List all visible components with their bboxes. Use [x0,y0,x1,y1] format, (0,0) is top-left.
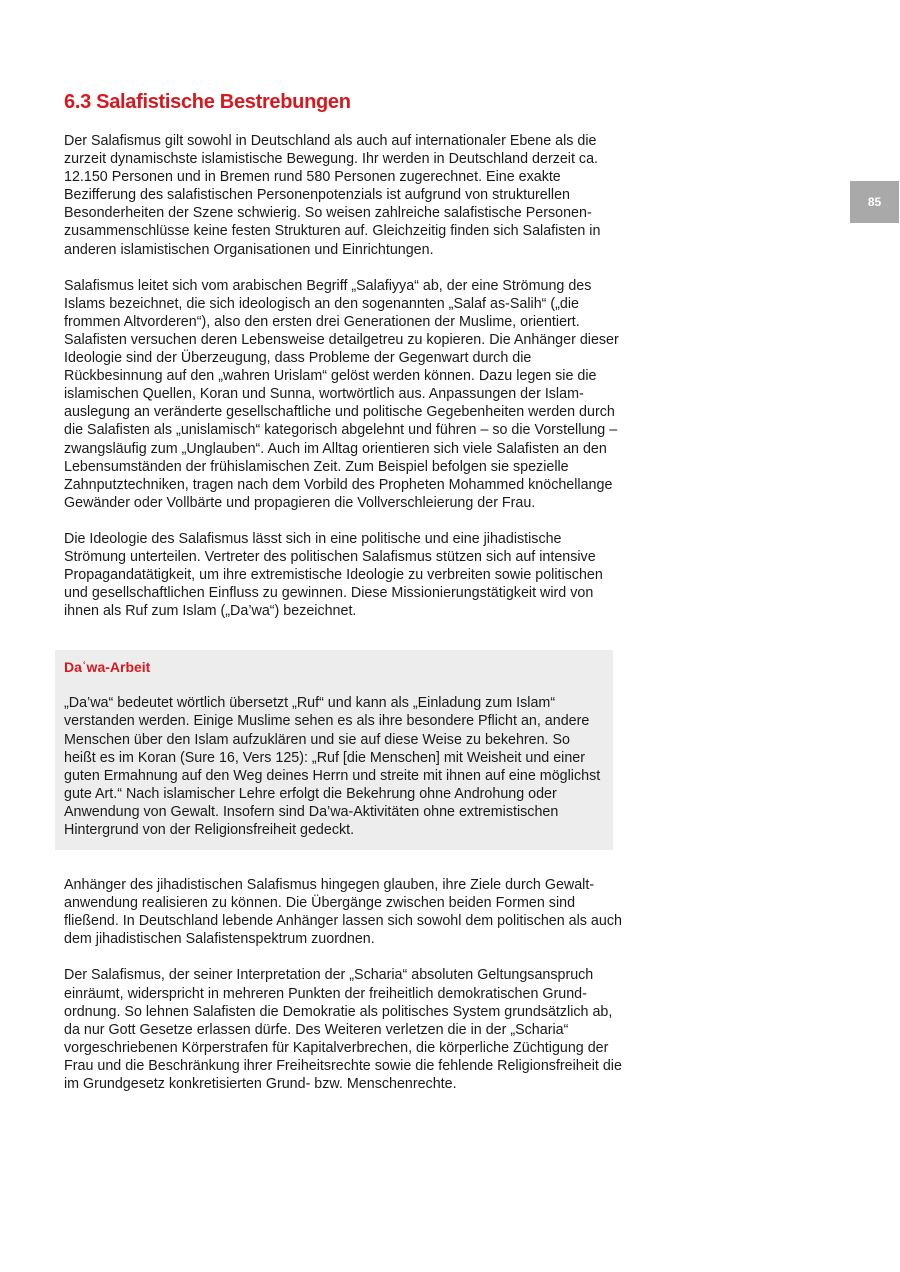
info-box-text: „Da’wa“ bedeutet wörtlich übersetzt „Ruf“ und kann als „Einladung zum Islam“ verstanden werden. Einige Muslime sehen es als ihre besondere Pflicht an, andere Menschen über den Islam aufzuklären und sie auf diese Weise zu bekehren. So heißt es im Koran (Sure 16, Vers 125): „Ruf [die Menschen] mit Weisheit und einer guten Ermahnung auf den Weg deines Herrn und streite mit ihnen auf eine möglichst gute Art.“ Nach islamischer Lehre erfolgt die Bekehrung ohne Androhung oder Anwendung von Gewalt. Insofern sind Da’wa-Aktivitäten ohne extremistischen Hintergrund von der Religionsfreiheit gedeckt. [64,695,601,838]
info-box-title: Daʿwa-Arbeit [64,659,151,676]
document-content [64,88,624,1111]
paragraph-definition: Salafismus leitet sich vom arabischen Begriff „Salafiyya“ ab, der eine Strömung des Islams bezeichnet, die sich ideologisch an den sogenannten „Salaf as-Salih“ („die frommen Altvorderen“), also den ersten drei Generationen der Muslime, orientiert. Salafisten versuchen deren Lebensweise detailgetreu zu kopieren. Die Anhänger dieser Ideologie sind der Überzeugung, dass Probleme der Gegenwart durch die Rückbesinnung auf den „wahren Urislam“ gelöst werden können. Dazu legen sie die islamischen Quellen, Koran und Sunna, wortwörtlich aus. Anpassungen der Islamauslegung an veränderte gesellschaftliche und politische Gegebenheiten werden durch die Salafisten als „unislamisch“ kategorisch abgelehnt und führen – so die Vorstellung – zwangsläufig zum „Unglauben“. Auch im Alltag orientieren sich viele Salafisten an den Lebensumständen der frühislamischen Zeit. Zum Beispiel befolgen sie spezielle Zahnputztechniken, tragen nach dem Vorbild des Propheten Mohammed knöchellange Gewänder oder Vollbärte und propagieren die Vollverschleierung der Frau. [64,277,619,511]
paragraph-constitution: Der Salafismus, der seiner Interpretation der „Scharia“ absoluten Geltungsanspruch einräumt, widerspricht in mehreren Punkten der freiheitlich demokratischen Grundordnung. So lehnen Salafisten die Demokratie als politisches System grundsätzlich ab, da nur Gott Gesetze erlassen dürfe. Des Weiteren verletzen die in der „Scharia“ vorgeschriebenen Körperstrafen für Kapitalverbrechen, die körperliche Züchtigung der Frau und die Beschränkung ihrer Freiheitsrechte sowie die fehlende Religionsfreiheit die im Grundgesetz konkretisierten Grund- bzw. Menschenrechte. [64,967,622,1093]
info-box-dawa [55,650,613,850]
page-number: 85 [867,195,882,209]
section-title: 6.3 Salafistische Bestrebungen [64,91,351,113]
paragraph-intro: Der Salafismus gilt sowohl in Deutschland als auch auf internationaler Ebene als die zurzeit dynamischste islamistische Bewegung. Ihr werden in Deutschland derzeit ca. 12.150 Personen und in Bremen rund 580 Personen zugerechnet. Eine exakte Bezifferung des salafistischen Personenpotenzials ist aufgrund von strukturellen Besonderheiten der Szene schwierig. So weisen zahlreiche salafistische Personenzusammenschlüsse keine festen Strukturen auf. Gleichzeitig finden sich Salafisten in anderen islamistischen Organisationen und Einrichtungen. [64,133,601,258]
paragraph-jihadist: Anhänger des jihadistischen Salafismus hingegen glauben, ihre Ziele durch Gewaltanwendung realisieren zu können. Die Übergänge zwischen beiden Formen sind fließend. In Deutschland lebende Anhänger lassen sich sowohl dem politischen als auch dem jihadistischen Salafistenspektrum zuordnen. [64,877,622,948]
after-box-section [64,876,624,1093]
page-number-tab [850,181,899,223]
paragraph-ideology: Die Ideologie des Salafismus lässt sich in eine politische und eine jihadistische Strömung unterteilen. Vertreter des politischen Salafismus stützen sich auf intensive Propagandatätigkeit, um ihre extremistische Ideologie zu verbreiten sowie politischen und gesellschaftlichen Einfluss zu gewinnen. Diese Missionierungstätigkeit wird von ihnen als Ruf zum Islam („Da’wa“) bezeichnet. [64,530,603,620]
